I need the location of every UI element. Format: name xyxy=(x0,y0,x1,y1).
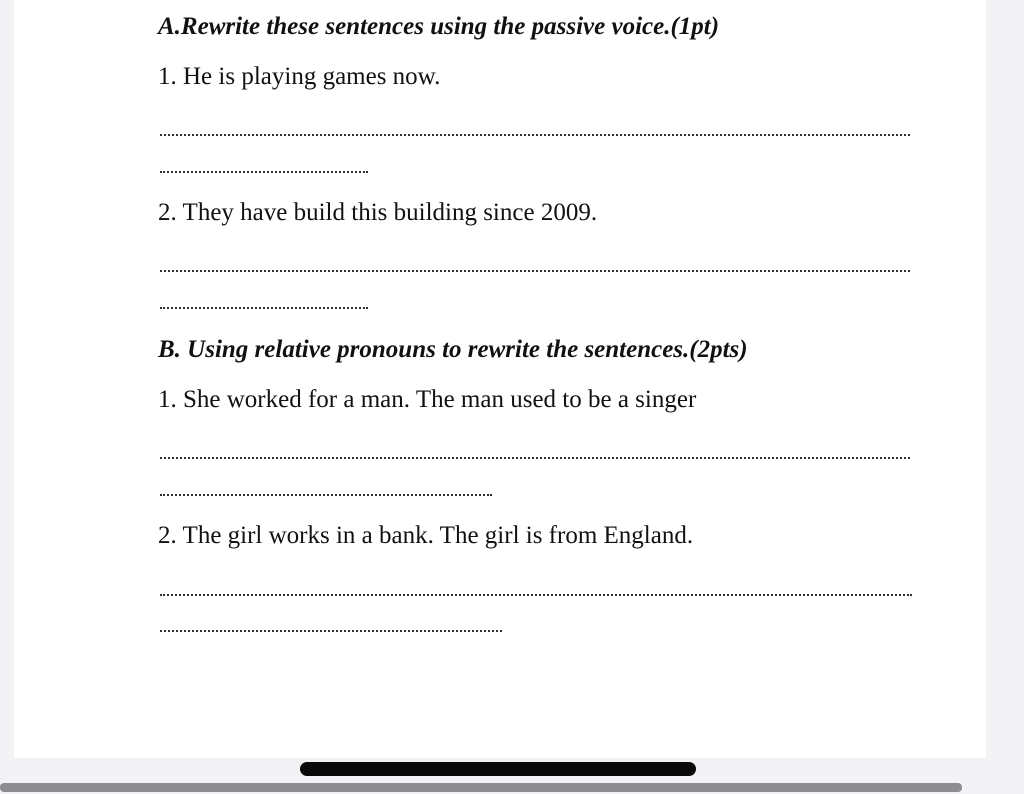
home-indicator[interactable] xyxy=(300,762,696,776)
section-a-question-1: 1. He is playing games now. xyxy=(158,63,441,90)
answer-line-b2-2[interactable] xyxy=(160,630,502,632)
section-a-question-2: 2. They have build this building since 2009. xyxy=(158,199,598,226)
answer-line-a2-1[interactable] xyxy=(160,270,910,272)
answer-line-a1-1[interactable] xyxy=(160,134,910,136)
section-b-heading: B. Using relative pronouns to rewrite the sentences.(2pts) xyxy=(158,336,748,363)
answer-line-b2-1[interactable] xyxy=(160,594,912,596)
section-b-question-1: 1. She worked for a man. The man used to be a singer xyxy=(158,386,697,413)
scrollbar[interactable] xyxy=(0,783,962,792)
section-a-heading: A.Rewrite these sentences using the passive voice.(1pt) xyxy=(158,13,720,40)
answer-line-b1-2[interactable] xyxy=(160,494,492,496)
answer-line-b1-1[interactable] xyxy=(160,457,910,459)
section-b-question-2: 2. The girl works in a bank. The girl is from England. xyxy=(158,522,694,549)
answer-line-a1-2[interactable] xyxy=(160,171,368,173)
worksheet-page xyxy=(14,0,986,758)
answer-line-a2-2[interactable] xyxy=(160,307,368,309)
